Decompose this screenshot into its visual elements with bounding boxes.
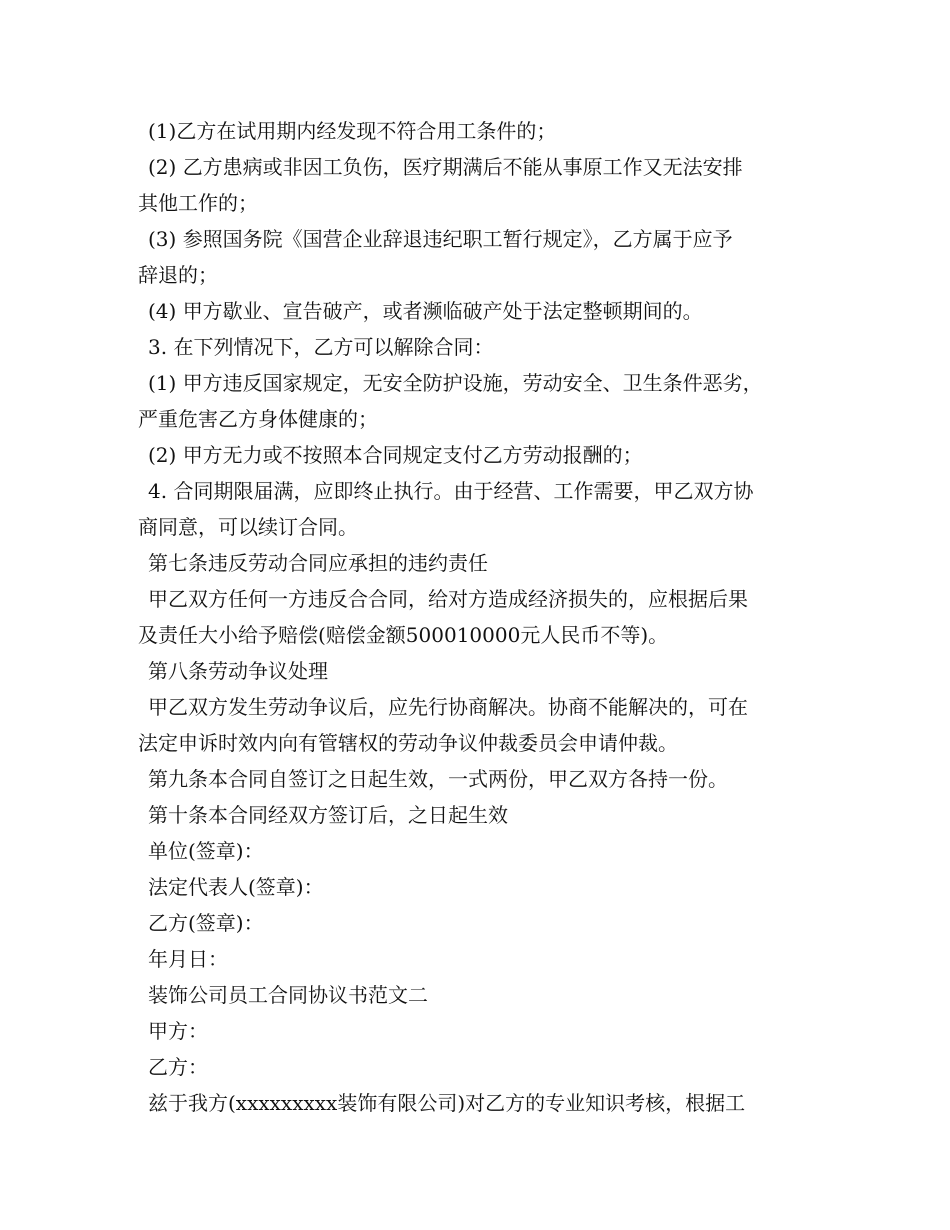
party-a-field: 甲方： bbox=[148, 1019, 208, 1043]
text-line: (2) 乙方患病或非因工负伤，医疗期满后不能从事原工作又无法安排 bbox=[148, 155, 743, 179]
section-heading: 第十条本合同经双方签订后，之日起生效 bbox=[148, 803, 508, 827]
document-subtitle: 装饰公司员工合同协议书范文二 bbox=[148, 983, 428, 1007]
section-heading: 第七条违反劳动合同应承担的违约责任 bbox=[148, 551, 488, 575]
signature-field: 乙方(签章)： bbox=[148, 911, 264, 935]
signature-field: 法定代表人(签章)： bbox=[148, 875, 324, 899]
text-line: 辞退的； bbox=[138, 263, 218, 287]
text-line: 4. 合同期限届满，应即终止执行。由于经营、工作需要，甲乙双方协 bbox=[148, 479, 754, 503]
party-b-field: 乙方： bbox=[148, 1055, 208, 1079]
text-line: 兹于我方(xxxxxxxxx装饰有限公司)对乙方的专业知识考核，根据工 bbox=[148, 1091, 746, 1115]
document-page bbox=[138, 113, 828, 1121]
text-line: (1) 甲方违反国家规定，无安全防护设施，劳动安全、卫生条件恶劣， bbox=[148, 371, 763, 395]
date-field: 年月日： bbox=[148, 947, 228, 971]
text-line: 其他工作的； bbox=[138, 191, 258, 215]
text-line: 3. 在下列情况下，乙方可以解除合同： bbox=[148, 335, 494, 359]
text-line: 甲乙双方任何一方违反合合同，给对方造成经济损失的，应根据后果 bbox=[148, 587, 748, 611]
text-line: 法定申诉时效内向有管辖权的劳动争议仲裁委员会申请仲裁。 bbox=[138, 731, 678, 755]
text-line: 甲乙双方发生劳动争议后，应先行协商解决。协商不能解决的，可在 bbox=[148, 695, 748, 719]
section-heading: 第八条劳动争议处理 bbox=[148, 659, 328, 683]
text-line: (2) 甲方无力或不按照本合同规定支付乙方劳动报酬的； bbox=[148, 443, 643, 467]
text-line: (3) 参照国务院《国营企业辞退违纪职工暂行规定》，乙方属于应予 bbox=[148, 227, 733, 251]
section-heading: 第九条本合同自签订之日起生效，一式两份，甲乙双方各持一份。 bbox=[148, 767, 728, 791]
text-line: 及责任大小给予赔偿(赔偿金额500010000元人民币不等)。 bbox=[138, 623, 669, 647]
text-line: 商同意，可以续订合同。 bbox=[138, 515, 358, 539]
text-line: (1)乙方在试用期内经发现不符合用工条件的； bbox=[148, 119, 557, 143]
text-line: (4) 甲方歇业、宣告破产，或者濒临破产处于法定整顿期间的。 bbox=[148, 299, 703, 323]
signature-field: 单位(签章)： bbox=[148, 839, 264, 863]
text-line: 严重危害乙方身体健康的； bbox=[138, 407, 378, 431]
